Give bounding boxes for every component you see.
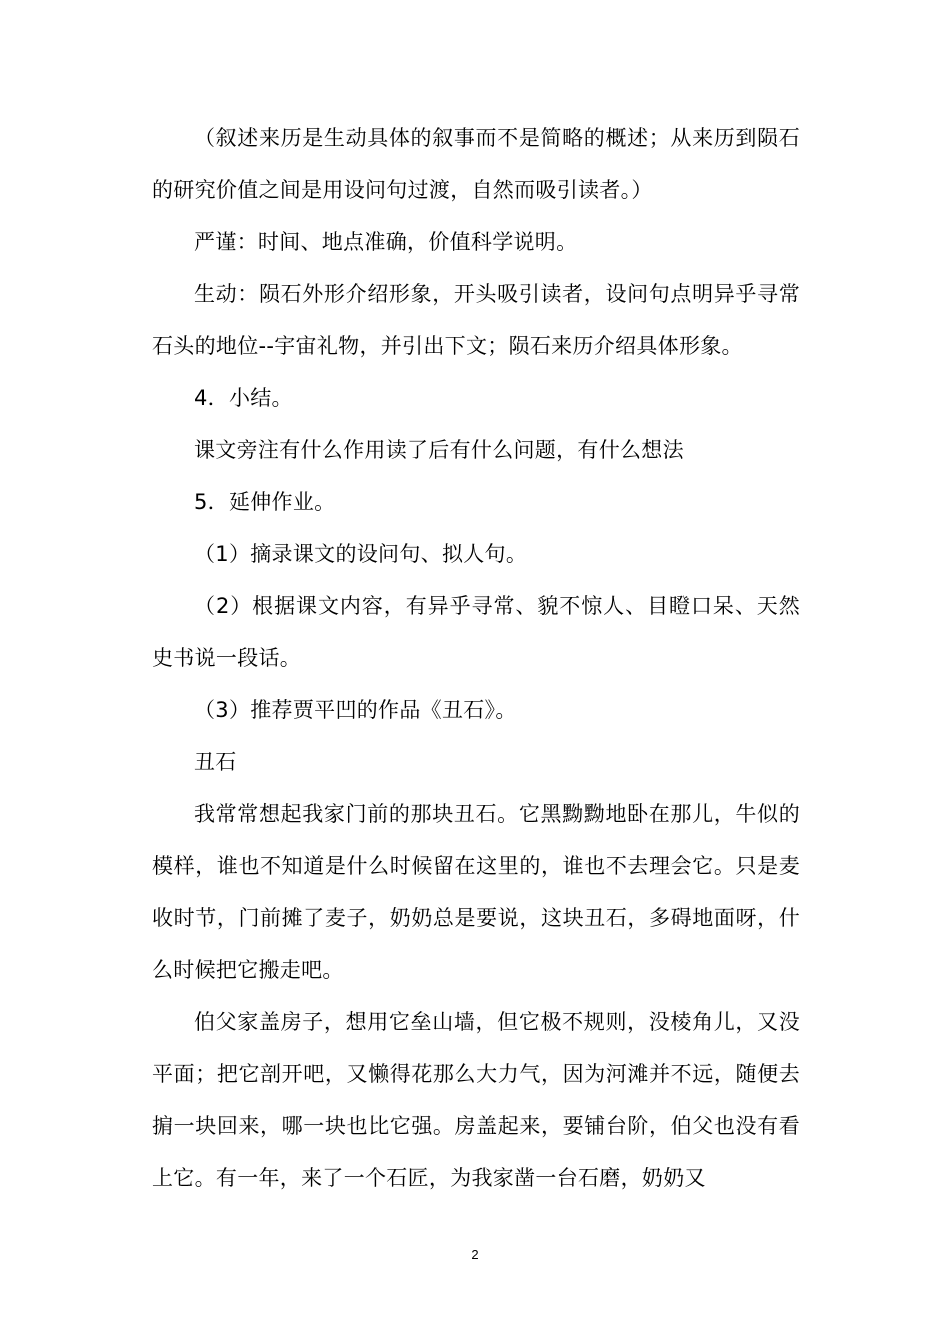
paragraph-homework-2: （2）根据课文内容，有异乎寻常、貌不惊人、目瞪口呆、天然史书说一段话。 — [152, 594, 800, 670]
article-title: 丑石 — [194, 750, 237, 774]
paragraph-vivid: 生动：陨石外形介绍形象，开头吸引读者，设问句点明异乎寻常石头的地位--宇宙礼物，并引出下文；陨石来历介绍具体形象。 — [152, 282, 800, 358]
document-body — [152, 112, 800, 1204]
paragraph-annotation-question: 课文旁注有什么作用读了后有什么问题，有什么想法 — [194, 438, 684, 462]
paragraph-homework-3: （3）推荐贾平凹的作品《丑石》。 — [194, 698, 517, 722]
paragraph-homework-heading: 5．延伸作业。 — [194, 490, 336, 514]
page-number: 2 — [471, 1247, 479, 1262]
paragraph-rigor: 严谨：时间、地点准确，价值科学说明。 — [194, 230, 578, 254]
paragraph-homework-1: （1）摘录课文的设问句、拟人句。 — [194, 542, 528, 566]
article-paragraph-1: 我常常想起我家门前的那块丑石。它黑黝黝地卧在那儿，牛似的模样，谁也不知道是什么时候留在这里的，谁也不去理会它。只是麦收时节，门前摊了麦子，奶奶总是要说，这块丑石，多碍地面呀，什么时候把它搬走吧。 — [152, 802, 800, 982]
paragraph-note: （叙述来历是生动具体的叙事而不是简略的概述；从来历到陨石的研究价值之间是用设问句过渡，自然而吸引读者。） — [152, 126, 800, 202]
article-paragraph-2: 伯父家盖房子，想用它垒山墙，但它极不规则，没棱角儿，又没平面；把它剖开吧，又懒得花那么大力气，因为河滩并不远，随便去掮一块回来，哪一块也比它强。房盖起来，要铺台阶，伯父也没有看上它。有一年，来了一个石匠，为我家凿一台石磨，奶奶又 — [152, 1010, 800, 1190]
paragraph-summary-heading: 4．小结。 — [194, 386, 293, 410]
